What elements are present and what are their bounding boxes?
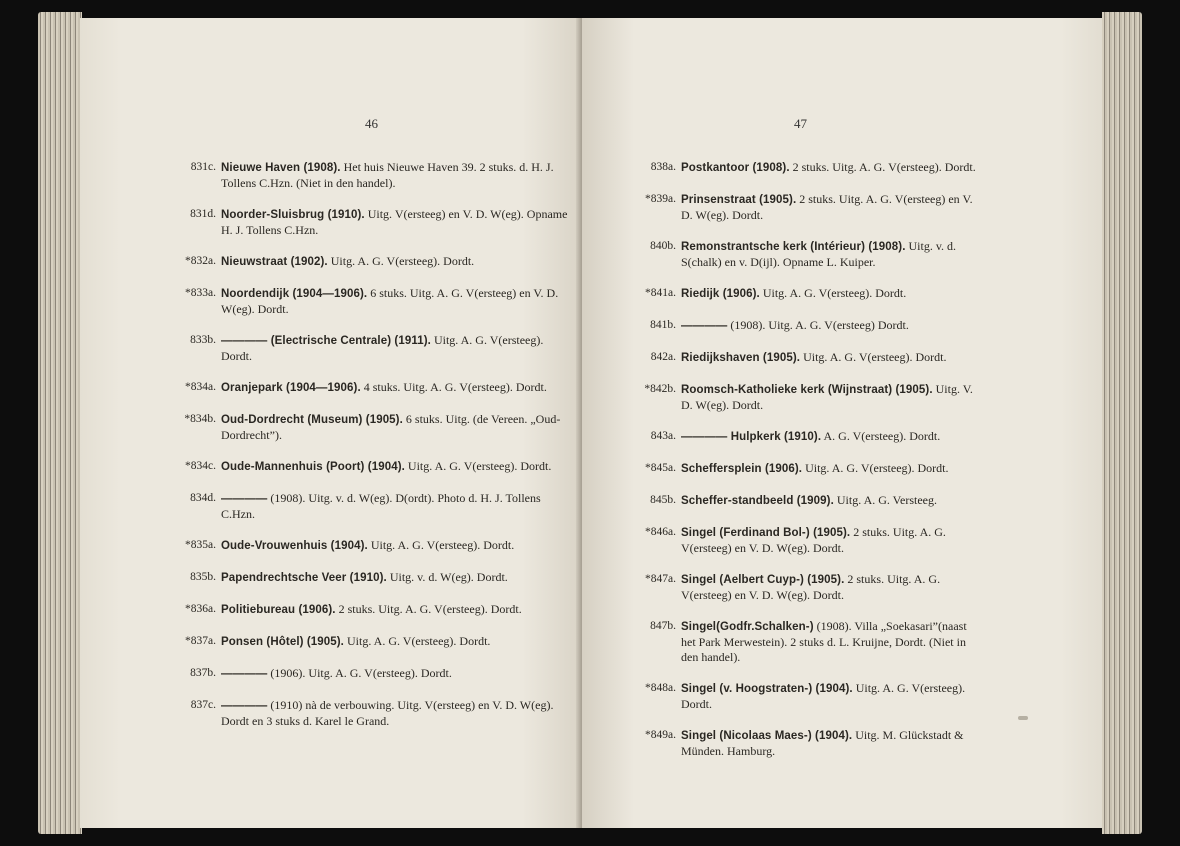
paper-blemish: [1018, 716, 1028, 720]
entry-number: 841b.: [650, 319, 676, 331]
entry-heading: Oude-Vrouwenhuis (1904).: [221, 540, 368, 552]
entry-text: Uitg. A. G. Versteeg.: [836, 493, 937, 507]
entry-heading: Singel(Godfr.Schalken-): [681, 621, 814, 633]
catalog-entry: [185, 538, 568, 554]
entry-text: Uitg. M. Glückstadt & Münden. Hamburg.: [681, 728, 964, 758]
entry-text: Uitg. A. G. V(ersteeg). Dordt.: [803, 350, 947, 364]
catalog-entry: [190, 666, 568, 682]
entry-number: *841a.: [645, 287, 676, 299]
entry-heading: Scheffersplein (1906).: [681, 463, 803, 475]
entry-number: *833a.: [185, 287, 216, 299]
catalog-entry: [640, 192, 978, 223]
entry-heading: Papendrechtsche Veer (1910).: [221, 572, 387, 584]
entry-number: *845a.: [645, 462, 676, 474]
entry-text: 6 stuks. Uitg. (de Vereen. „Oud-Dordrecht”).: [221, 412, 561, 442]
entry-number: *836a.: [185, 603, 216, 615]
catalog-entry: [640, 429, 978, 445]
catalog-entry: [640, 572, 978, 603]
left-page: [80, 18, 582, 828]
catalog-entry: [640, 681, 978, 712]
entry-text: Uitg. A. G. V(ersteeg). Dordt.: [330, 254, 475, 268]
entry-number: *849a.: [645, 729, 676, 741]
entry-number: 845b.: [650, 494, 676, 506]
entry-number: 843a.: [650, 430, 676, 442]
entry-text: Het huis Nieuwe Haven 39. 2 stuks. d. H. J. Tollens C.Hzn. (Niet in den handel).: [221, 160, 554, 190]
entry-heading: Ponsen (Hôtel) (1905).: [221, 636, 344, 648]
right-page-edges: [1102, 12, 1142, 834]
entry-heading: Roomsch-Katholieke kerk (Wijnstraat) (1905).: [681, 384, 933, 396]
entry-heading: Oud-Dordrecht (Museum) (1905).: [221, 414, 403, 426]
catalog-entry: [184, 412, 568, 443]
entry-text: 2 stuks. Uitg. A. G. V(ersteeg) en V. D. W(eg). Dordt.: [681, 525, 946, 555]
entry-number: 842a.: [650, 351, 676, 363]
entry-number: *832a.: [185, 255, 216, 267]
catalog-entry: [190, 160, 568, 191]
catalog-entry: [640, 461, 978, 477]
entry-text: (1910) nà de verbouwing. Uitg. V(ersteeg) en V. D. W(eg). Dordt en 3 stuks d. Karel le Grand.: [221, 698, 554, 728]
entry-number: 835b.: [190, 571, 216, 583]
entry-number: *847a.: [645, 573, 676, 585]
catalog-entry: [190, 207, 568, 238]
entry-text: 2 stuks. Uitg. A. G. V(ersteeg) en V. D. W(eg). Dordt.: [681, 572, 941, 602]
entry-number: *842b.: [644, 383, 676, 395]
right-page: [582, 18, 1102, 828]
entry-text: Uitg. A. G. V(ersteeg). Dordt.: [346, 634, 491, 648]
catalog-entry: [640, 728, 978, 759]
entry-text: 2 stuks. Uitg. A. G. V(ersteeg). Dordt.: [338, 602, 522, 616]
entry-heading: Oranjepark (1904—1906).: [221, 382, 361, 394]
catalog-entry: [185, 459, 568, 475]
entry-number: 840b.: [650, 240, 676, 252]
catalog-entry: [190, 698, 568, 729]
entry-number: *834b.: [184, 413, 216, 425]
entry-list: [184, 160, 568, 745]
entry-number: 831c.: [190, 161, 216, 173]
entry-heading: Nieuwe Haven (1908).: [221, 162, 341, 174]
catalog-entry: [640, 525, 978, 556]
entry-text: 2 stuks. Uitg. A. G. V(ersteeg) en V. D. W(eg). Dordt.: [681, 192, 973, 222]
catalog-entry: [185, 380, 568, 396]
entry-heading: ———— Hulpkerk (1910).: [681, 431, 822, 443]
entry-heading: Politiebureau (1906).: [221, 604, 336, 616]
catalog-entry: [640, 350, 978, 366]
entry-heading: Riedijkshaven (1905).: [681, 352, 801, 364]
catalog-entry: [640, 493, 978, 509]
catalog-entry: [640, 239, 978, 270]
entry-number: *839a.: [645, 193, 676, 205]
left-page-edges: [38, 12, 82, 834]
entry-heading: Noorder-Sluisbrug (1910).: [221, 209, 365, 221]
entry-text: Uitg. A. G. V(ersteeg). Dordt.: [762, 286, 907, 300]
entry-text: (1908). Uitg. A. G. V(ersteeg) Dordt.: [730, 318, 909, 332]
catalog-entry: [185, 254, 568, 270]
entry-heading: Nieuwstraat (1902).: [221, 256, 328, 268]
catalog-entry: [640, 619, 978, 665]
entry-text: Uitg. V(ersteeg) en V. D. W(eg). Opname H. J. Tollens C.Hzn.: [221, 207, 568, 237]
entry-number: 847b.: [650, 620, 676, 632]
entry-text: (1908). Villa „Soekasari”(naast het Park Merwestein). 2 stuks d. L. Kruijne, Dordt. (Niet in den handel).: [681, 619, 967, 664]
entry-heading: Singel (v. Hoogstraten-) (1904).: [681, 683, 853, 695]
entry-heading: Scheffer-standbeeld (1909).: [681, 495, 834, 507]
entry-text: 4 stuks. Uitg. A. G. V(ersteeg). Dordt.: [363, 380, 547, 394]
catalog-entry: [190, 491, 568, 522]
catalog-entry: [190, 570, 568, 586]
entry-heading: ————: [221, 668, 268, 680]
catalog-entry: [640, 286, 978, 302]
entry-heading: Singel (Aelbert Cuyp-) (1905).: [681, 574, 845, 586]
entry-heading: ————: [221, 493, 268, 505]
entry-heading: Noordendijk (1904—1906).: [221, 288, 368, 300]
entry-number: *834a.: [185, 381, 216, 393]
entry-number: 833b.: [190, 334, 216, 346]
entry-text: (1908). Uitg. v. d. W(eg). D(ordt). Photo d. H. J. Tollens C.Hzn.: [221, 491, 541, 521]
entry-text: Uitg. A. G. V(ersteeg). Dordt.: [805, 461, 949, 475]
catalog-entry: [190, 333, 568, 364]
entry-text: 2 stuks. Uitg. A. G. V(ersteeg). Dordt.: [792, 160, 976, 174]
entry-heading: ————: [221, 700, 268, 712]
entry-heading: Postkantoor (1908).: [681, 162, 790, 174]
catalog-entry: [185, 286, 568, 317]
entry-text: Uitg. v. d. W(eg). Dordt.: [389, 570, 508, 584]
entry-number: *848a.: [645, 682, 676, 694]
entry-heading: Singel (Ferdinand Bol-) (1905).: [681, 527, 851, 539]
entry-number: 834d.: [190, 492, 216, 504]
entry-text: (1906). Uitg. A. G. V(ersteeg). Dordt.: [270, 666, 452, 680]
entry-heading: Remonstrantsche kerk (Intérieur) (1908).: [681, 241, 906, 253]
catalog-entry: [640, 382, 978, 413]
catalog-entry: [640, 318, 978, 334]
entry-number: *846a.: [645, 526, 676, 538]
entry-heading: ————: [681, 320, 728, 332]
entry-number: *837a.: [185, 635, 216, 647]
catalog-entry: [185, 634, 568, 650]
page-number: 46: [365, 116, 378, 131]
entry-heading: Prinsenstraat (1905).: [681, 194, 797, 206]
entry-text: Uitg. A. G. V(ersteeg). Dordt.: [221, 333, 544, 363]
entry-heading: Singel (Nicolaas Maes-) (1904).: [681, 730, 853, 742]
entry-text: 6 stuks. Uitg. A. G. V(ersteeg) en V. D. W(eg). Dordt.: [221, 286, 559, 316]
entry-number: 838a.: [650, 161, 676, 173]
entry-list: [640, 160, 978, 775]
entry-text: Uitg. A. G. V(ersteeg). Dordt.: [370, 538, 515, 552]
entry-number: *835a.: [185, 539, 216, 551]
page-number: 47: [794, 116, 807, 131]
entry-text: Uitg. V. D. W(eg). Dordt.: [681, 382, 973, 412]
entry-text: A. G. V(ersteeg). Dordt.: [823, 429, 941, 443]
entry-text: Uitg. A. G. V(ersteeg). Dordt.: [407, 459, 552, 473]
catalog-entry: [185, 602, 568, 618]
entry-text: Uitg. v. d. S(chalk) en v. D(ijl). Opname L. Kuiper.: [681, 239, 957, 269]
entry-heading: Riedijk (1906).: [681, 288, 760, 300]
entry-number: 837b.: [190, 667, 216, 679]
catalog-entry: [640, 160, 978, 176]
entry-number: *834c.: [185, 460, 216, 472]
entry-number: 837c.: [190, 699, 216, 711]
entry-text: Uitg. A. G. V(ersteeg). Dordt.: [681, 681, 966, 711]
entry-heading: ———— (Electrische Centrale) (1911).: [221, 335, 431, 347]
entry-heading: Oude-Mannenhuis (Poort) (1904).: [221, 461, 405, 473]
entry-number: 831d.: [190, 208, 216, 220]
